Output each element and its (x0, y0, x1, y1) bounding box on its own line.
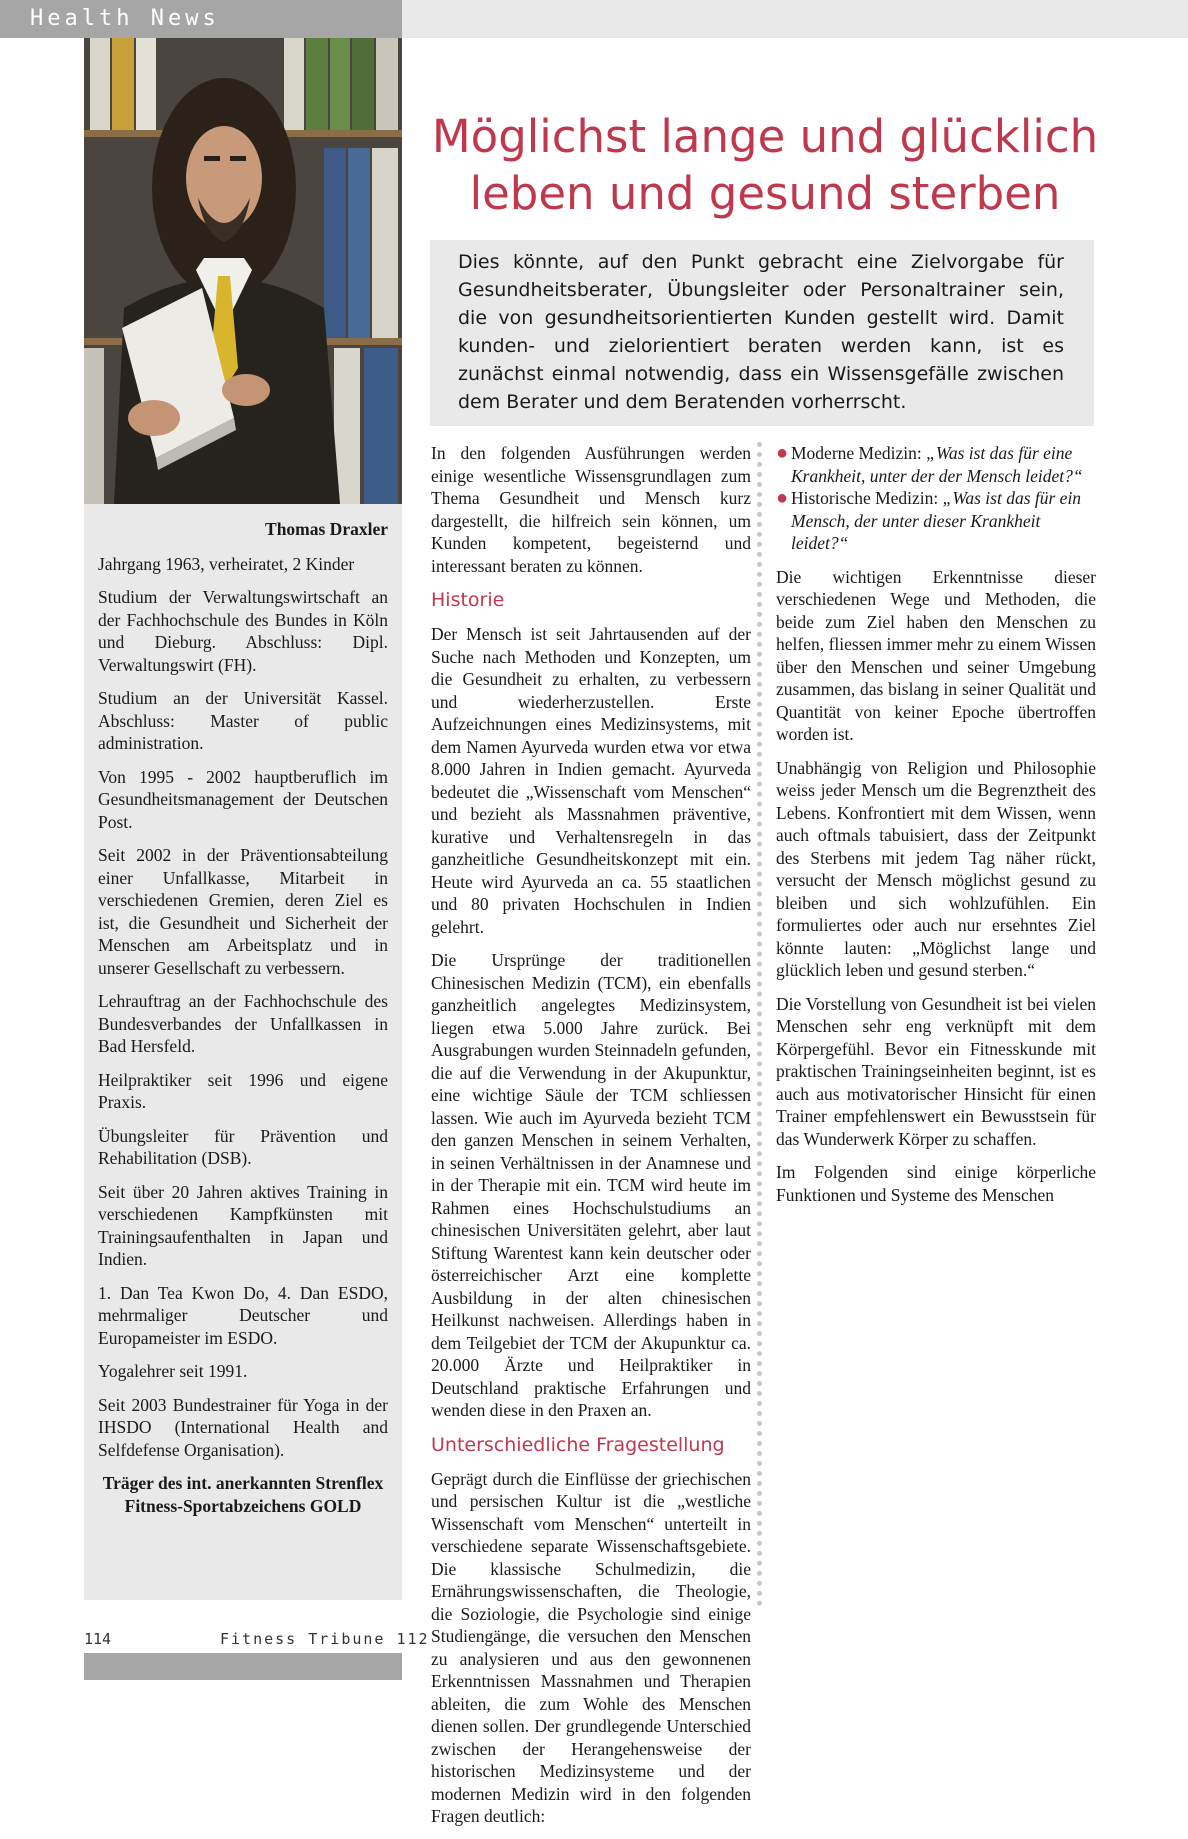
article-column-right (776, 442, 1096, 1217)
bio-award: Träger des int. anerkannten Strenflex Fitness-Sportabzeichens GOLD (102, 1473, 384, 1516)
subheading-historie: Historie (431, 589, 505, 611)
article-lead: Dies könnte, auf den Punkt gebracht eine Zielvorgabe für Gesundheitsberater, Übungsleiter oder Personaltrainer sein, die von gesundheitsorientierten Kunden gestellt wird. Damit kunden- und zielorientiert beraten werden kann, ist es zunächst einmal notwendig, dass ein Wissensgefälle zwischen dem Berater und dem Beratenden vorherrscht. (458, 251, 1064, 413)
bullet-icon: ● (776, 487, 789, 509)
bio-paragraph: Jahrgang 1963, verheiratet, 2 Kinder (98, 553, 355, 574)
column-divider (757, 442, 762, 1607)
article-headline: Möglichst lange und glücklich leben und gesund sterben (431, 110, 1099, 220)
bullet-quote: „Was ist das für ein Mensch, der unter dieser Krankheit leidet?“ (791, 488, 1082, 553)
author-name: Thomas Draxler (265, 519, 388, 539)
bio-paragraph: Übungsleiter für Prävention und Rehabilitation (DSB). (98, 1125, 388, 1168)
article-paragraph: Die Ursprünge der traditionellen Chinesischen Medizin (TCM), ein ebenfalls ganzheitlich angelegtes Medizinsystem, liegen etwa 5.000 Jahre zurück. Bei Ausgrabungen wurden Steinnadeln gefunden, die auf die Verwendung in der Akupunktur, eine wichtige Säule der TCM schliessen lassen. Wie auch im Ayurveda bezieht TCM den ganzen Menschen in seinem Verhalten, in seinen Verhältnissen in der Anamnese und in der Therapie mit ein. TCM wird heute im Rahmen eines Hochschulstudiums an chinesischen Universitäten gelehrt, aber laut Stiftung Warentest kann kein deutscher oder österreichischer Arzt eine komplette Ausbildung in der alten chinesischen Heilkunst nachweisen. Allerdings haben in dem Teilgebiet der TCM der Akupunktur ca. 20.000 Ärzte und Heilpraktiker in Deutschland praktische Erfahrungen und wenden diese in den Praxen an. (431, 950, 751, 1420)
bio-paragraph: Lehrauftrag an der Fachhochschule des Bundesverbandes der Unfallkassen in Bad Hersfeld. (98, 991, 388, 1056)
bullet-icon: ● (776, 442, 789, 464)
bio-paragraph: Yogalehrer seit 1991. (98, 1361, 248, 1381)
bio-paragraph: Seit 2002 in der Präventionsabteilung einer Unfallkasse, Mitarbeit in verschiedenen Gremien, deren Ziel es ist, die Gesundheit und Sicherheit der Menschen am Arbeitsplatz und in unserer Gesellschaft zu verbessern. (98, 845, 388, 978)
page-number: 114 (84, 1630, 112, 1648)
bio-paragraph: Heilpraktiker seit 1996 und eigene Praxis. (98, 1069, 388, 1112)
author-photo (84, 38, 402, 504)
article-paragraph: Unabhängig von Religion und Philosophie weiss jeder Mensch um die Begrenztheit des Lebens. Konfrontiert mit dem Wissen, wenn auch oftmals tabuisiert, dass der Zeitpunkt des Sterbens mit jedem Tag näher rückt, versucht der Mensch möglichst gesund zu bleiben und sich wohlzufühlen. Ein formuliertes oder auch nur ersehntes Ziel könnte lauten: „Möglichst lange und glücklich leben und gesund sterben.“ (776, 757, 1096, 980)
bullet-quote: „Was ist das für eine Krankheit, unter der der Mensch leidet?“ (791, 443, 1083, 486)
header-band (0, 0, 402, 38)
list-item (776, 442, 1096, 487)
author-photo-illustration (84, 38, 402, 504)
magazine-name: Fitness Tribune 112 (220, 1630, 430, 1648)
bio-paragraph: Studium der Verwaltungswirtschaft an der Fachhochschule des Bundes in Köln und Dieburg. Abschluss: Dipl. Verwaltungswirt (FH). (98, 587, 388, 675)
article-column-middle (431, 442, 751, 1839)
author-sidebar (84, 38, 402, 1600)
article-paragraph: Die wichtigen Erkenntnisse dieser verschiedenen Wege und Methoden, die beide zum Ziel haben den Menschen zu helfen, fliessen immer mehr zu einem Wissen über den Menschen und seiner Umgebung zusammen, das bislang in seiner Qualität und Quantität von keiner Epoche übertroffen worden ist. (776, 566, 1096, 744)
author-bio (98, 518, 388, 1517)
subheading-fragestellung: Unterschiedliche Fragestellung (431, 1433, 725, 1456)
article-paragraph: Der Mensch ist seit Jahrtausenden auf der Suche nach Methoden und Konzepten, um die Gesundheit zu erhalten, zu verbessern und wiederherzustellen. Erste Aufzeichnungen eines Medizinsystems, mit dem Namen Ayurveda wurden etwa vor etwa 8.000 Jahren in Indien gemacht. Ayurveda bedeutet die „Wissenschaft vom Menschen“ und bezieht als Massnahmen präventive, kurative und Verhaltensregeln in das ganzheitliche Gesundheitskonzept mit ein. Heute wird Ayurveda an ca. 55 staatlichen und 80 privaten Hochschulen in Indien gelehrt. (431, 624, 751, 937)
bullet-label: Historische Medizin: (791, 488, 939, 508)
bio-paragraph: Studium an der Universität Kassel. Abschluss: Master of public administration. (98, 688, 388, 753)
bio-paragraph: Von 1995 - 2002 hauptberuflich im Gesundheitsmanagement der Deutschen Post. (98, 766, 388, 832)
header-band-light (402, 0, 1188, 38)
section-label: Health News (30, 6, 220, 31)
bio-paragraph: Seit 2003 Bundestrainer für Yoga in der IHSDO (International Health and Selfdefense Organisation). (98, 1394, 388, 1460)
article-paragraph: Im Folgenden sind einige körperliche Funktionen und Systeme des Menschen (776, 1162, 1096, 1205)
article-paragraph: Die Vorstellung von Gesundheit ist bei vielen Menschen sehr eng verknüpft mit dem Körpergefühl. Bevor ein Fitnesskunde mit praktischen Trainingseinheiten beginnt, ist es auch aus motivatorischer Hinsicht für einen Trainer empfehlenswert ein Bewusstsein für das Wunderwerk Körper zu schaffen. (776, 993, 1096, 1149)
lead-box (430, 240, 1094, 426)
bio-paragraph: Seit über 20 Jahren aktives Training in verschiedenen Kampfkünsten mit Trainingsaufenthalten in Japan und Indien. (98, 1181, 388, 1269)
bio-paragraph: 1. Dan Tea Kwon Do, 4. Dan ESDO, mehrmaliger Deutscher und Europameister im ESDO. (98, 1282, 388, 1348)
list-item (776, 487, 1096, 555)
bullet-label: Moderne Medizin: (791, 443, 922, 463)
footer-band (84, 1653, 402, 1680)
article-intro: In den folgenden Ausführungen werden einige wesentliche Wissensgrundlagen zum Thema Gesundheit und Mensch kurz dargestellt, die hilfreich sein können, um Kunden kompetent, begeisternd und interessant beraten zu können. (431, 443, 751, 576)
question-list (776, 442, 1096, 555)
article-paragraph: Geprägt durch die Einflüsse der griechischen und persischen Kultur ist die „westliche Wissenschaft vom Menschen“ unterteilt in verschiedene separate Wissenschaftsgebiete. Die klassische Schulmedizin, die Ernährungswissenschaften, die Theologie, die Soziologie, die Psychologie sind einige Studiengänge, die versuchen den Menschen zu analysieren und aus den gewonnenen Erkenntnissen Massnahmen und Therapien ableiten, die zum Wohle des Menschen dienen sollen. Der grundlegende Unterschied zwischen der Herangehensweise der historischen Medizinsysteme und der modernen Medizin wird in den folgenden Fragen deutlich: (431, 1468, 751, 1826)
